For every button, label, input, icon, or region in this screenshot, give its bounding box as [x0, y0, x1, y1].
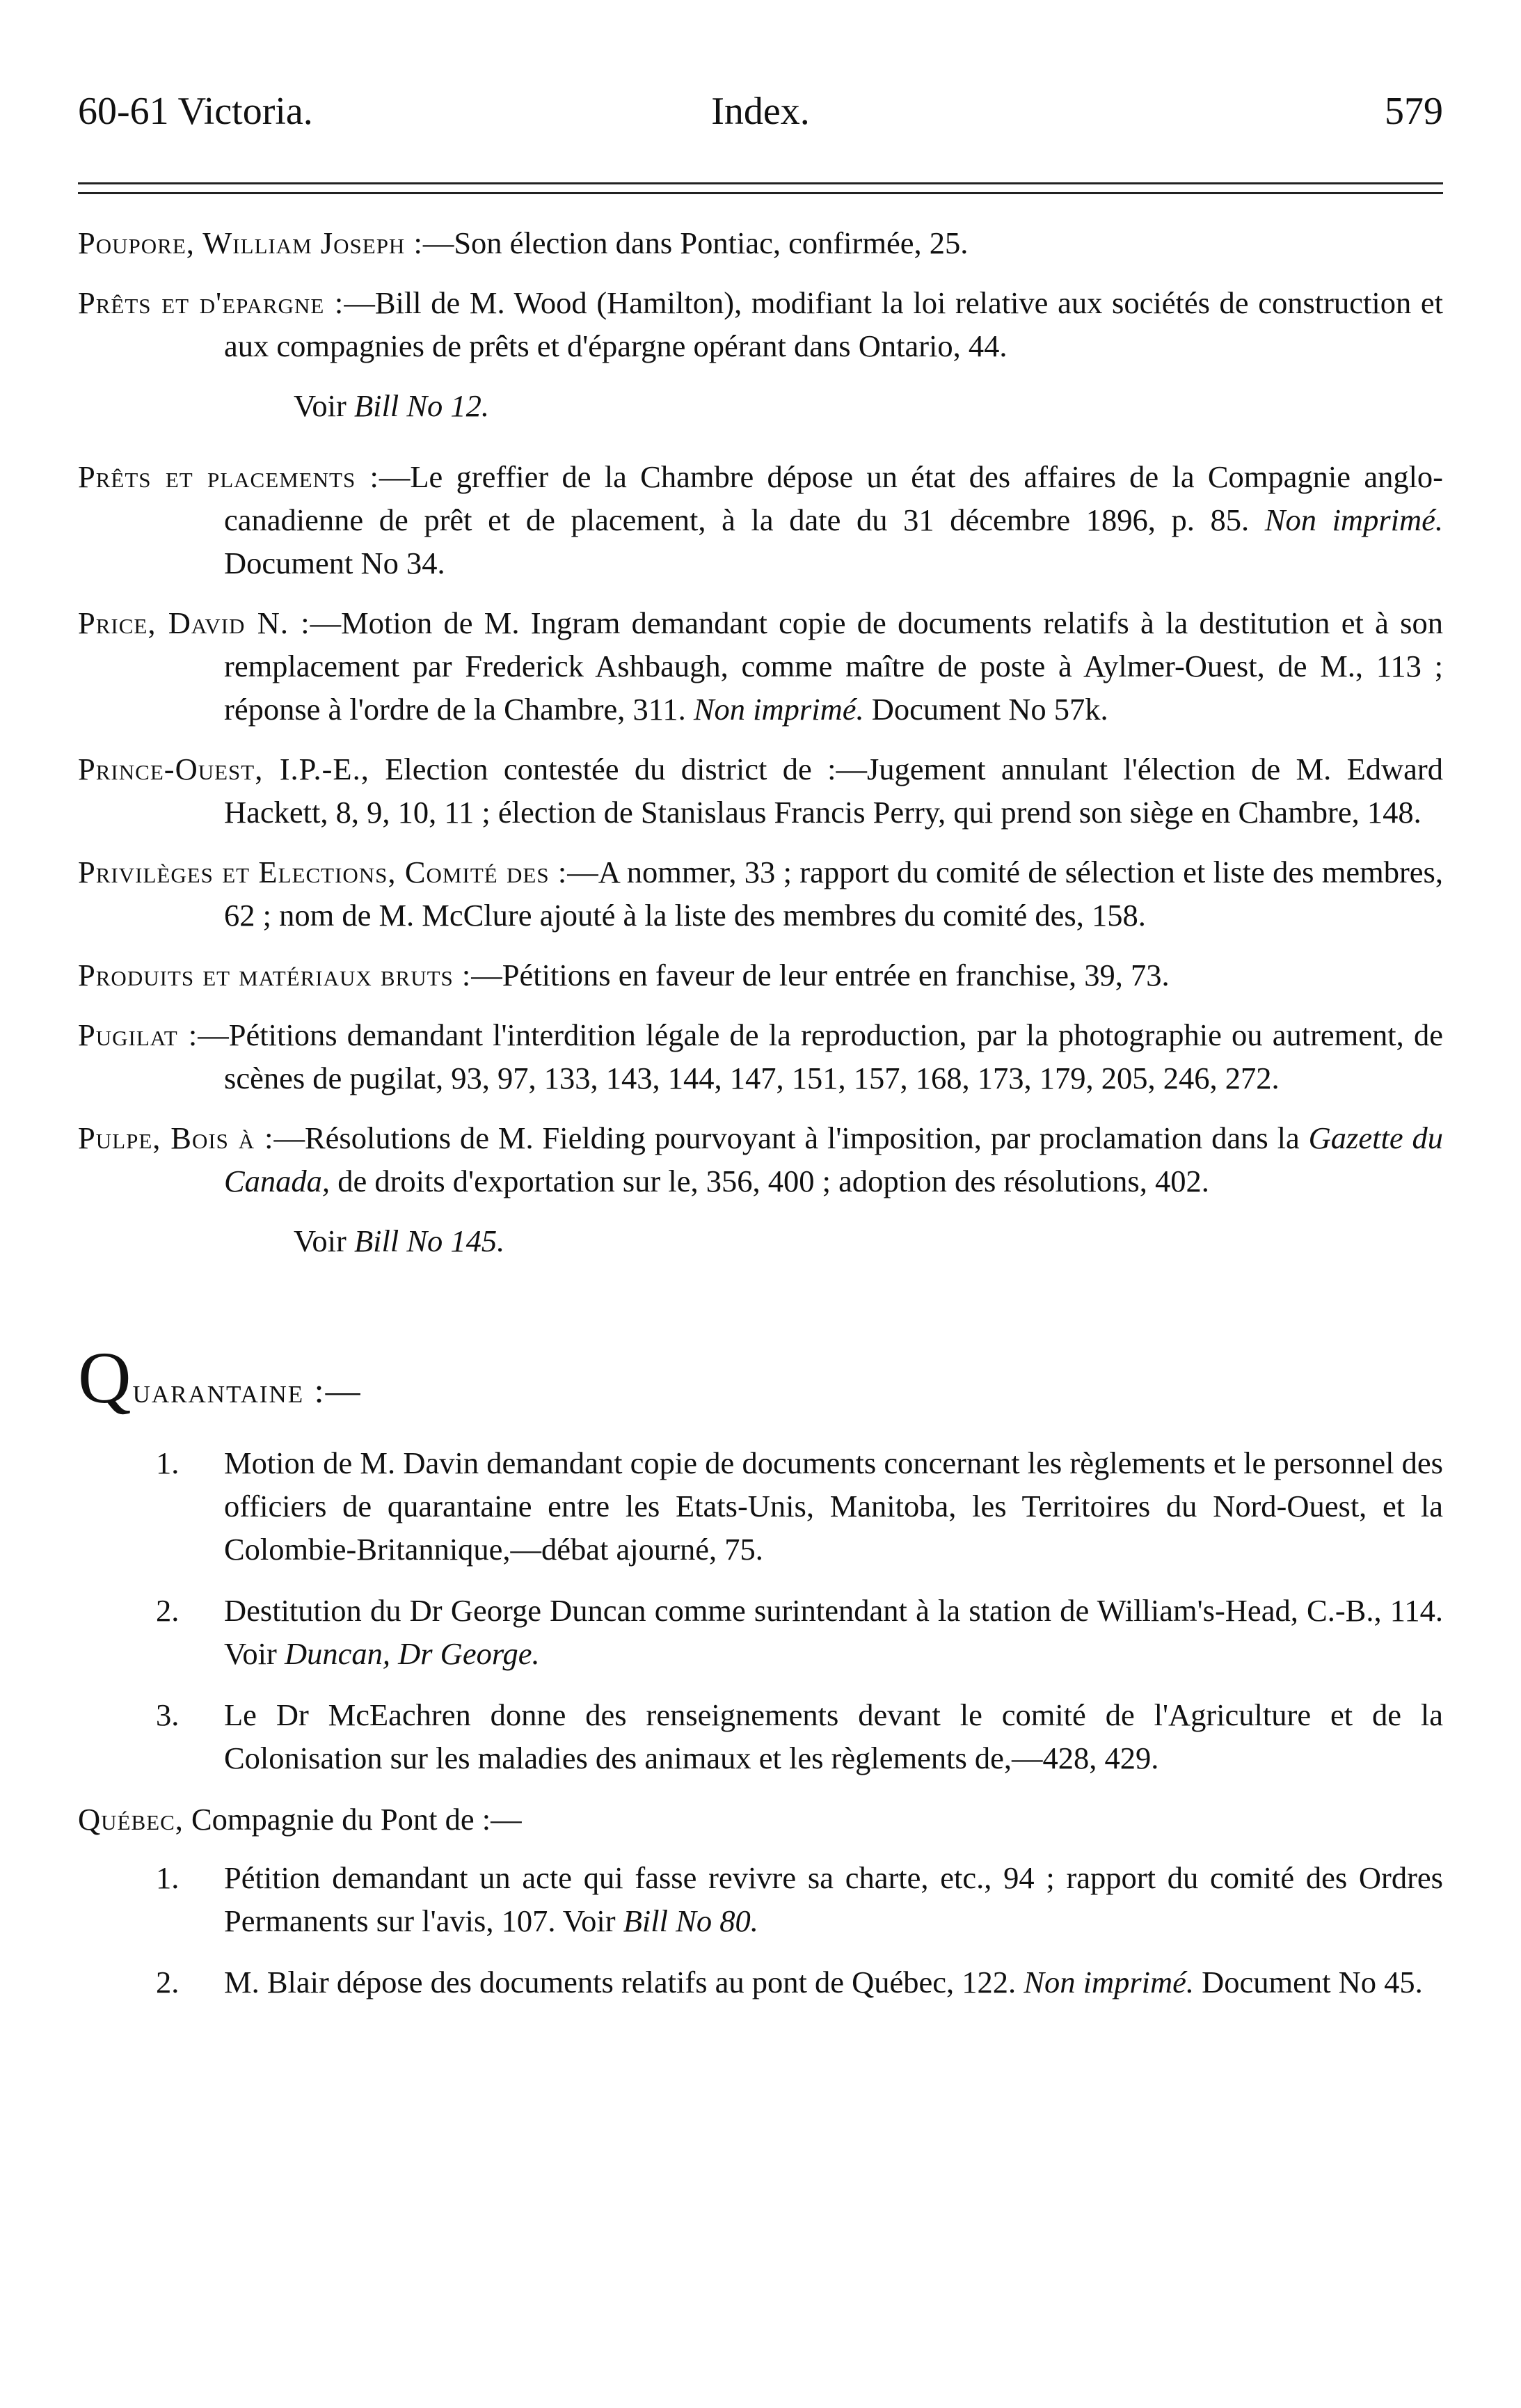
numbered-item [78, 1693, 1443, 1780]
item-text: Motion de M. Davin demandant copie de documents concernant les règlements et le personnel des officiers de quarantaine entre les Etats-Unis, Manitoba, les Territoires du Nord-Ouest, et la Colombie-Britannique,—débat ajourné, 75. [224, 1445, 1443, 1567]
cross-reference [78, 1219, 1443, 1262]
index-entry-poupore [78, 221, 1443, 264]
item-text: Pétition demandant un acte qui fasse revivre sa charte, etc., 94 ; rapport du comité des Ordres Permanents sur l'avis, 107. Voir [224, 1860, 1443, 1938]
page-number: 579 [1385, 90, 1443, 133]
entry-heading: Québec, [78, 1802, 184, 1837]
running-header [78, 89, 1443, 145]
index-entry-price [78, 601, 1443, 731]
entry-text: Compagnie du Pont de :— [183, 1802, 522, 1837]
item-number: 2. [156, 1965, 180, 1999]
entry-heading: Poupore, William Joseph : [78, 225, 423, 260]
entry-text: —Bill de M. Wood (Hamilton), modifiant la loi relative aux sociétés de construction et aux compagnies de prêts et d'épargne opérant dans Ontario, 44. [224, 285, 1443, 363]
index-entry-quebec [78, 1798, 1443, 1841]
voir-reference: Bill No 12. [353, 388, 490, 423]
header-session: 60-61 Victoria. [78, 90, 313, 133]
cross-reference [78, 384, 1443, 427]
entry-heading: Prêts et placements : [78, 459, 379, 494]
header-rule-top [78, 182, 1443, 184]
entry-heading: Produits et matériaux bruts : [78, 958, 472, 992]
entry-italic: Gazette du Canada, [224, 1120, 1444, 1198]
index-entry-pugilat [78, 1013, 1443, 1100]
item-italic: Duncan, Dr George. [284, 1636, 540, 1671]
item-number: 1. [156, 1860, 180, 1895]
entry-heading: Prince-Ouest, I.P.-E., [78, 752, 369, 786]
item-number: 3. [156, 1697, 180, 1732]
index-entry-prince-ouest [78, 747, 1443, 834]
index-entry-produits [78, 953, 1443, 997]
numbered-item [78, 1856, 1443, 1942]
section-heading-text: uarantaine :— [132, 1371, 362, 1410]
index-entry-prets-placements [78, 455, 1443, 585]
item-text: Le Dr McEachren donne des renseignements devant le comité de l'Agriculture et de la Colonisation sur les maladies des animaux et les règlements de,—428, 429. [224, 1697, 1443, 1775]
entry-text: —Le greffier de la Chambre dépose un état des affaires de la Compagnie anglo-canadienne de prêt et de placement, à la date du 31 décembre 1896, p. 85. [224, 459, 1444, 537]
entry-text: —A nommer, 33 ; rapport du comité de sélection et liste des membres, 62 ; nom de M. McClure ajouté à la liste des membres du comité des, 158. [224, 855, 1444, 933]
entry-heading: Privilèges et Elections, Comité des : [78, 855, 568, 889]
numbered-item [78, 1589, 1443, 1675]
index-entry-privileges [78, 850, 1443, 937]
entry-document: Document No 57k. [871, 692, 1108, 727]
entry-heading: Prêts et d'epargne : [78, 285, 344, 320]
entry-document: Document No 34. [224, 546, 445, 580]
entry-text: —Pétitions en faveur de leur entrée en franchise, 39, 73. [471, 958, 1170, 992]
entry-italic: Non imprimé. [1264, 502, 1444, 537]
section-heading-quarantaine [78, 1337, 1443, 1418]
index-entry-prets-epargne [78, 281, 1443, 367]
item-text: M. Blair dépose des documents relatifs au pont de Québec, 122. [224, 1965, 1017, 1999]
item-number: 1. [156, 1445, 180, 1480]
entry-heading: Pugilat : [78, 1017, 198, 1052]
numbered-item [78, 1441, 1443, 1571]
entry-text: —Pétitions demandant l'interdition légale de la reproduction, par la photographie ou autrement, de scènes de pugilat, 93, 97, 133, 143, 144, 147, 151, 157, 168, 173, 179, 205, 246, 272. [198, 1017, 1443, 1095]
index-content [78, 221, 1443, 2022]
item-document: Document No 45. [1202, 1965, 1423, 1999]
entry-heading: Price, David N. : [78, 605, 310, 640]
index-entry-pulpe [78, 1116, 1443, 1203]
entry-heading: Pulpe, Bois à : [78, 1120, 274, 1155]
voir-label: Voir [294, 1223, 347, 1258]
voir-label: Voir [294, 388, 347, 423]
header-title: Index. [711, 90, 810, 133]
item-text: Destitution du Dr George Duncan comme surintendant à la station de William's-Head, C.-B., 114. Voir [224, 1593, 1443, 1671]
entry-text: Election contestée du district de :—Jugement annulant l'élection de M. Edward Hackett, 8, 9, 10, 11 ; élection de Stanislaus Francis Perry, qui prend son siège en Chambre, 148. [224, 752, 1443, 830]
drop-initial: Q [78, 1337, 133, 1418]
entry-text: —Résolutions de M. Fielding pourvoyant à l'imposition, par proclamation dans la [273, 1120, 1300, 1155]
entry-text: —Son élection dans Pontiac, confirmée, 25. [422, 225, 969, 260]
item-italic: Non imprimé. [1024, 1965, 1195, 1999]
entry-italic: Non imprimé. [693, 692, 864, 727]
voir-reference: Bill No 145. [353, 1223, 505, 1258]
entry-text: —Motion de M. Ingram demandant copie de documents relatifs à la destitution et à son remplacement par Frederick Ashbaugh, comme maître de poste à Aylmer-Ouest, de M., 113 ; réponse à l'ordre de la Chambre, 311. [224, 605, 1443, 727]
numbered-item [78, 1961, 1443, 2004]
item-number: 2. [156, 1593, 180, 1628]
entry-text-tail: de droits d'exportation sur le, 356, 400 ; adoption des résolutions, 402. [337, 1164, 1209, 1198]
header-rule-bottom [78, 192, 1443, 194]
item-italic: Bill No 80. [623, 1903, 758, 1938]
